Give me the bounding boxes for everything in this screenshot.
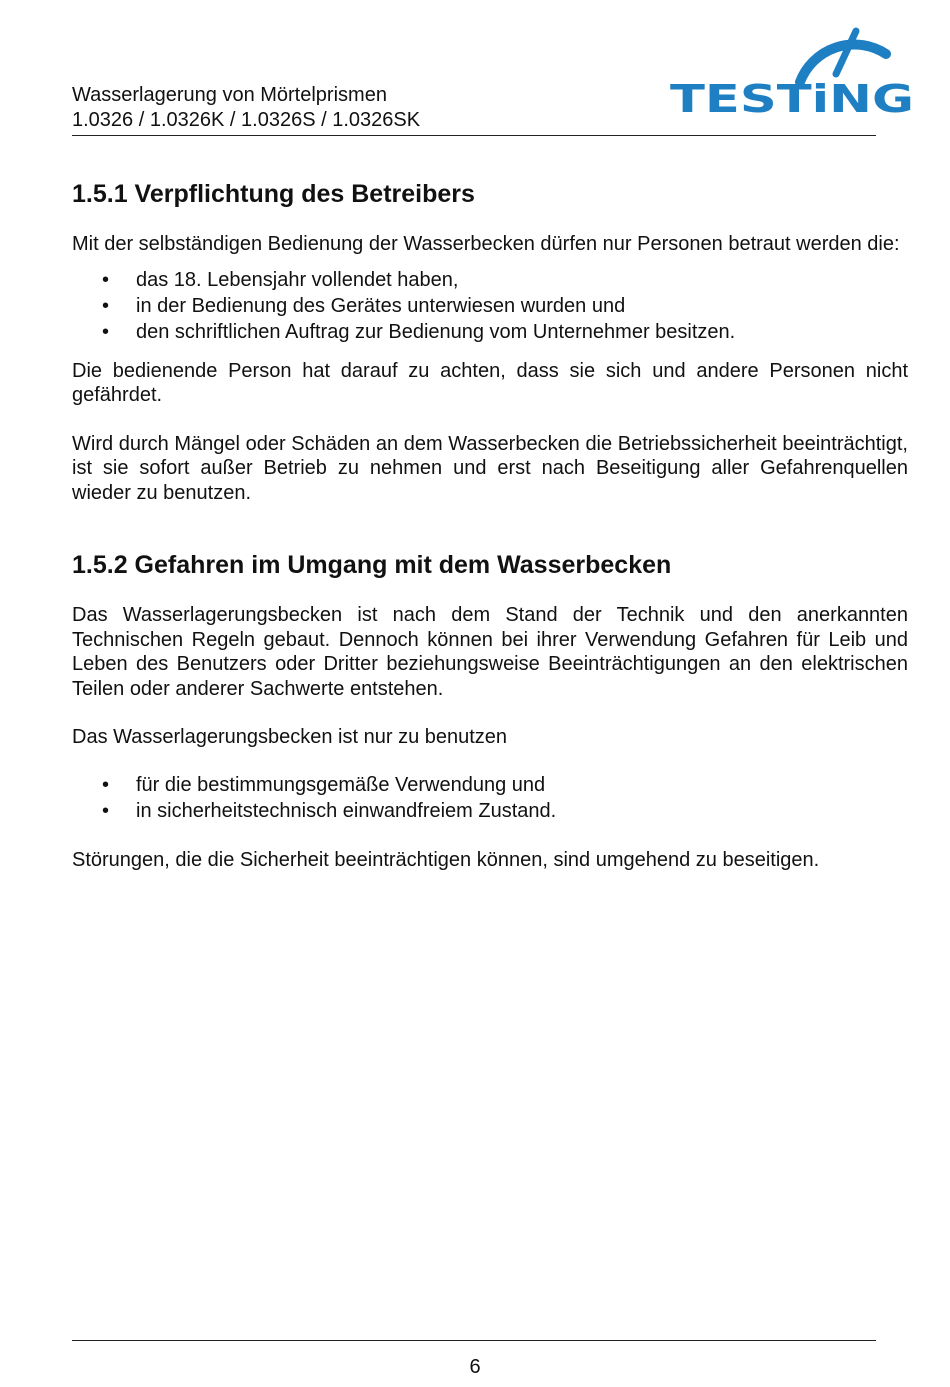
page-number: 6 bbox=[469, 1356, 481, 1378]
section1-paragraph: Wird durch Mängel oder Schäden an dem Wasserbecken die Betriebssicherheit beeinträchtigt, ist sie sofort außer Betrieb zu nehmen und erst nach Beseitigung aller Gefahrenquellen wieder zu benutzen. bbox=[72, 432, 908, 504]
section2-paragraph: Das Wasserlagerungsbecken ist nach dem Stand der Technik und den anerkannten Technischen Regeln gebaut. Dennoch können bei ihrer Verwendung Gefahren für Leib und Leben des Benutzers oder Dritter beziehungsweise Beeinträchtigungen an den elektrischen Teilen oder anderer Sachwerte entstehen. bbox=[72, 604, 908, 700]
testing-logo bbox=[668, 26, 918, 118]
section2-paragraph: Störungen, die die Sicherheit beeinträchtigen können, sind umgehend zu beseitigen. bbox=[72, 848, 820, 871]
footer-divider bbox=[72, 1340, 876, 1341]
list-item: • das 18. Lebensjahr vollendet haben, bbox=[102, 268, 459, 291]
logo-wordmark: TESTiNG bbox=[670, 77, 914, 118]
page-content bbox=[72, 178, 908, 896]
section1-bullet-list bbox=[72, 267, 908, 345]
section2-bullet-list bbox=[72, 772, 908, 824]
section-heading-hazards: 1.5.2 Gefahren im Umgang mit dem Wasserbecken bbox=[72, 551, 672, 579]
section-heading-operator-obligation: 1.5.1 Verpflichtung des Betreibers bbox=[72, 180, 475, 208]
header-divider bbox=[72, 135, 876, 136]
list-item: • für die bestimmungsgemäße Verwendung und bbox=[102, 773, 546, 796]
list-item: • den schriftlichen Auftrag zur Bedienung vom Unternehmer besitzen. bbox=[102, 320, 736, 343]
bullet-icon: • bbox=[102, 773, 110, 796]
list-item: • in sicherheitstechnisch einwandfreiem Zustand. bbox=[102, 799, 557, 822]
list-item: • in der Bedienung des Gerätes unterwiesen wurden und bbox=[102, 294, 626, 317]
header-title: Wasserlagerung von Mörtelprismen bbox=[72, 84, 387, 106]
section1-paragraph: Die bedienende Person hat darauf zu achten, dass sie sich und andere Personen nicht gefährdet. bbox=[72, 359, 908, 406]
header-models: 1.0326 / 1.0326K / 1.0326S / 1.0326SK bbox=[72, 109, 421, 131]
section2-paragraph: Das Wasserlagerungsbecken ist nur zu benutzen bbox=[72, 726, 508, 748]
bullet-icon: • bbox=[102, 294, 110, 317]
bullet-icon: • bbox=[102, 320, 110, 343]
section1-intro: Mit der selbständigen Bedienung der Wasserbecken dürfen nur Personen betraut werden die: bbox=[72, 233, 900, 255]
bullet-icon: • bbox=[102, 268, 110, 291]
bullet-icon: • bbox=[102, 799, 110, 822]
